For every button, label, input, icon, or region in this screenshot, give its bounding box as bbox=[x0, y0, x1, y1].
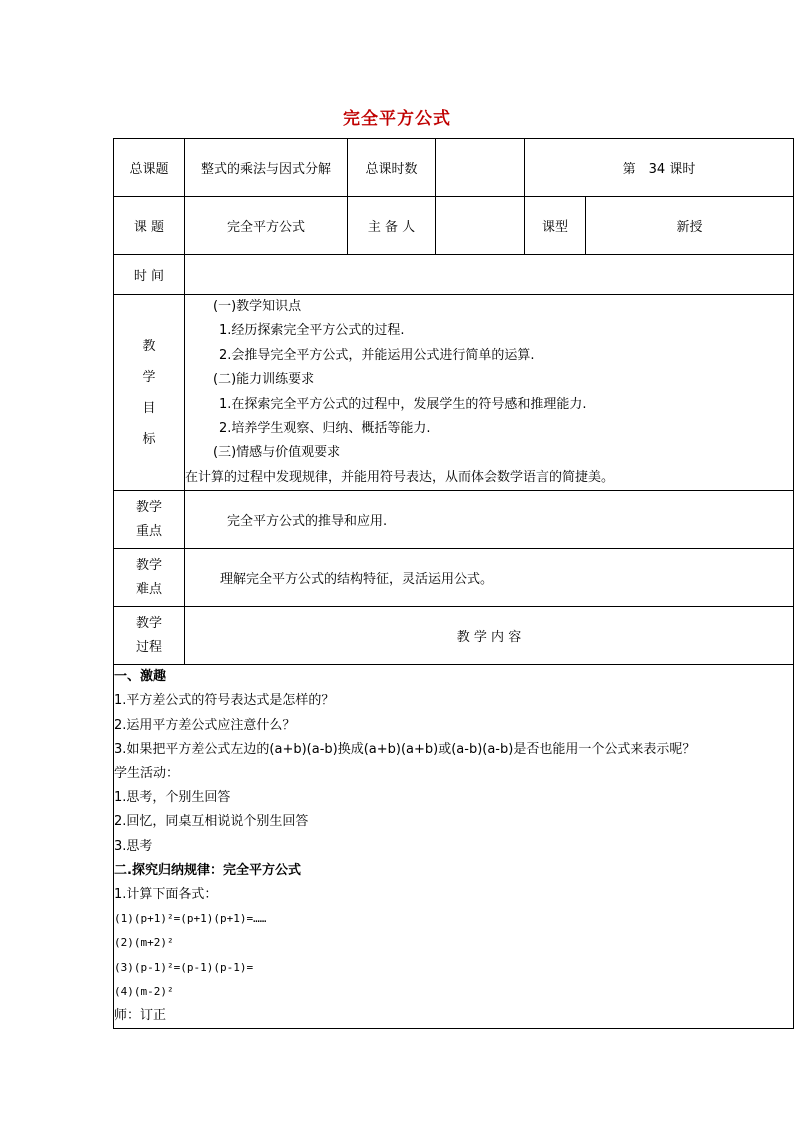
objective-line: 在计算的过程中发现规律，并能用符号表达，从而体会数学语言的简捷美。 bbox=[185, 469, 615, 485]
value-topic: 完全平方公式 bbox=[185, 197, 348, 255]
page-title: 完全平方公式 bbox=[343, 109, 451, 129]
value-total-topic: 整式的乘法与因式分解 bbox=[185, 139, 348, 197]
formula-line: (3)(p-1)²=(p-1)(p-1)= bbox=[114, 960, 254, 974]
content-line: 1.计算下面各式： bbox=[114, 887, 218, 903]
process-header: 教 学 内 容 bbox=[185, 607, 794, 665]
table-row-objectives bbox=[114, 295, 794, 491]
table-row-key-points bbox=[114, 491, 794, 549]
value-lesson-type: 新授 bbox=[586, 197, 794, 255]
table-row-time bbox=[114, 255, 794, 295]
section-heading: 二.探究归纳规律：完全平方公式 bbox=[114, 862, 301, 878]
objectives-content bbox=[185, 295, 794, 491]
label-lesson-type: 课型 bbox=[525, 197, 586, 255]
content-line: 1.平方差公式的符号表达式是怎样的？ bbox=[114, 693, 335, 709]
label-process: 教学 过程 bbox=[114, 607, 185, 665]
objective-line: 2.会推导完全平方公式，并能运用公式进行简单的运算. bbox=[219, 347, 535, 363]
label-total-hours: 总课时数 bbox=[348, 139, 436, 197]
table-row-content bbox=[114, 665, 794, 1029]
content-line: 师：订正 bbox=[114, 1008, 167, 1024]
section-heading: 一、激趣 bbox=[114, 669, 167, 685]
label-preparer: 主 备 人 bbox=[348, 197, 436, 255]
value-time bbox=[185, 255, 794, 295]
objective-line: (三)情感与价值观要求 bbox=[213, 445, 341, 461]
value-total-hours bbox=[436, 139, 525, 197]
lesson-content bbox=[114, 665, 794, 1029]
label-difficulties: 教学 难点 bbox=[114, 549, 185, 607]
value-lesson-number: 第 34 课时 bbox=[525, 139, 794, 197]
label-total-topic: 总课题 bbox=[114, 139, 185, 197]
objective-line: 1.经历探索完全平方公式的过程. bbox=[219, 323, 405, 339]
objective-line: 2.培养学生观察、归纳、概括等能力. bbox=[219, 421, 431, 437]
content-line: 2.运用平方差公式应注意什么？ bbox=[114, 717, 296, 733]
table-row-process bbox=[114, 607, 794, 665]
formula-line: (1)(p+1)²=(p+1)(p+1)=…… bbox=[114, 912, 267, 926]
label-objectives: 教 学 目 标 bbox=[114, 295, 185, 491]
table-row-course bbox=[114, 139, 794, 197]
objective-line: (一)教学知识点 bbox=[213, 299, 302, 314]
difficulties-text: 理解完全平方公式的结构特征，灵活运用公式。 bbox=[185, 549, 794, 607]
objective-line: (二)能力训练要求 bbox=[213, 372, 315, 388]
label-time: 时 间 bbox=[114, 255, 185, 295]
formula-line: (2)(m+2)² bbox=[114, 936, 174, 950]
label-key-points: 教学 重点 bbox=[114, 491, 185, 549]
formula-line: (4)(m-2)² bbox=[114, 984, 174, 998]
table-row-difficulties bbox=[114, 549, 794, 607]
lesson-plan-table bbox=[113, 138, 794, 1029]
content-line: 3.思考 bbox=[114, 838, 153, 854]
objective-line: 1.在探索完全平方公式的过程中，发展学生的符号感和推理能力. bbox=[219, 396, 587, 412]
content-line: 2.回忆，同桌互相说说个别生回答 bbox=[114, 814, 309, 830]
key-points-text: 完全平方公式的推导和应用. bbox=[185, 491, 794, 549]
content-line: 1.思考，个别生回答 bbox=[114, 790, 231, 806]
content-line: 3.如果把平方差公式左边的(a+b)(a-b)换成(a+b)(a+b)或(a-b)(a-b)是否也能用一个公式来表示呢？ bbox=[114, 741, 696, 757]
value-preparer bbox=[436, 197, 525, 255]
content-line: 学生活动： bbox=[114, 766, 180, 782]
label-topic: 课 题 bbox=[114, 197, 185, 255]
table-row-topic bbox=[114, 197, 794, 255]
